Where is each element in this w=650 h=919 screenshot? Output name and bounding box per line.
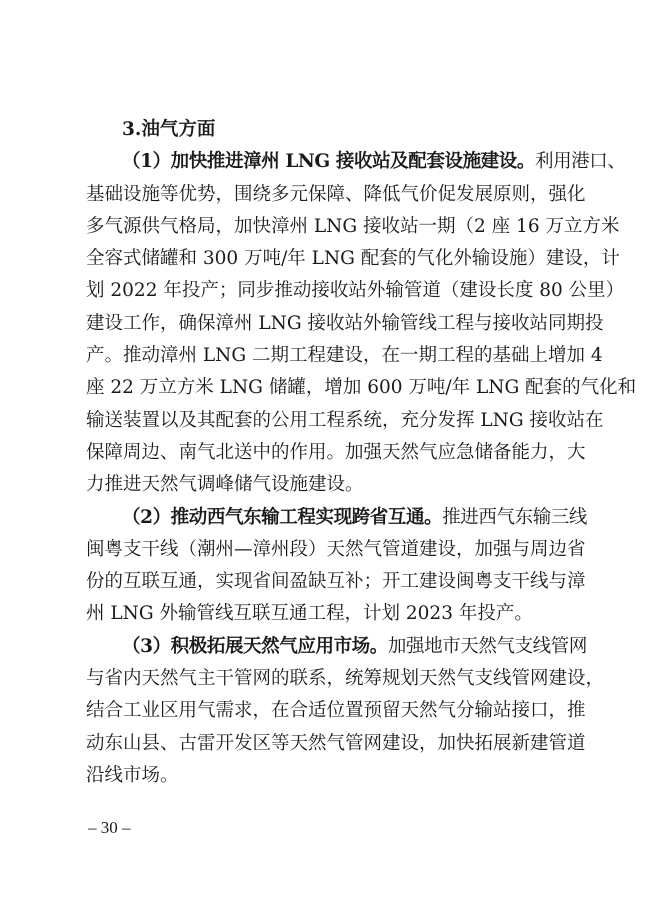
paragraph-first-line [86,146,626,178]
paragraph-text: 推进西气东输三线 [442,506,587,528]
paragraph-text: 利用港口、 [534,151,626,173]
paragraph-lead: （1）加快推进漳州 LNG 接收站及配套设施建设。 [122,151,535,173]
paragraph-line: 建设工作，确保漳州 LNG 接收站外输管线工程与接收站同期投 [86,312,604,334]
paragraph-line: 产。推动漳州 LNG 二期工程建设，在一期工程的基础上增加 4 [86,345,603,367]
paragraph-1 [86,146,637,501]
paragraph-first-line [86,631,587,663]
paragraph-lead: （3）积极拓展天然气应用市场。 [122,635,388,657]
paragraph-2 [86,502,587,631]
page-number: – 30 – [88,818,131,837]
paragraph-line: 力推进天然气调峰储气设施建设。 [86,474,364,496]
paragraph-line: 全容式储罐和 300 万吨/年 LNG 配套的气化外输设施）建设，计 [86,248,620,270]
paragraph-3 [86,631,605,792]
paragraph-line: 动东山县、古雷开发区等天然气管网建设，加快拓展新建管道 [86,732,586,754]
paragraph-line: 与省内天然气主干管网的联系，统筹规划天然气支线管网建设， [86,668,605,690]
paragraph-line: 结合工业区用气需求，在合适位置预留天然气分输站接口，推 [86,700,586,722]
paragraph-line: 保障周边、南气北送中的作用。加强天然气应急储备能力，大 [86,441,586,463]
paragraph-text: 加强地市天然气支线管网 [387,635,587,657]
document-body [86,114,637,792]
paragraph-line: 基础设施等优势，围绕多元保障、降低气价促发展原则，强化 [86,183,586,205]
paragraph-line: 州 LNG 外输管线互联互通工程，计划 2023 年投产。 [86,603,533,625]
paragraph-line: 座 22 万立方米 LNG 储罐，增加 600 万吨/年 LNG 配套的气化和 [86,377,637,399]
paragraph-line: 沿线市场。 [86,764,179,786]
paragraph-line: 份的互联互通，实现省间盈缺互补；开工建设闽粤支干线与漳 [86,571,586,593]
paragraph-line: 多气源供气格局，加快漳州 LNG 接收站一期（2 座 16 万立方米 [86,215,620,237]
paragraph-lead: （2）推动西气东输工程实现跨省互通。 [122,506,443,528]
paragraph-line: 输送装置以及其配套的公用工程系统，充分发挥 LNG 接收站在 [86,409,604,431]
section-heading: 3.油气方面 [122,119,216,140]
paragraph-first-line [86,502,587,534]
paragraph-line: 闽粤支干线（潮州—漳州段）天然气管道建设，加强与周边省 [86,538,586,560]
paragraph-line: 划 2022 年投产；同步推动接收站外输管道（建设长度 80 公里） [86,280,625,302]
